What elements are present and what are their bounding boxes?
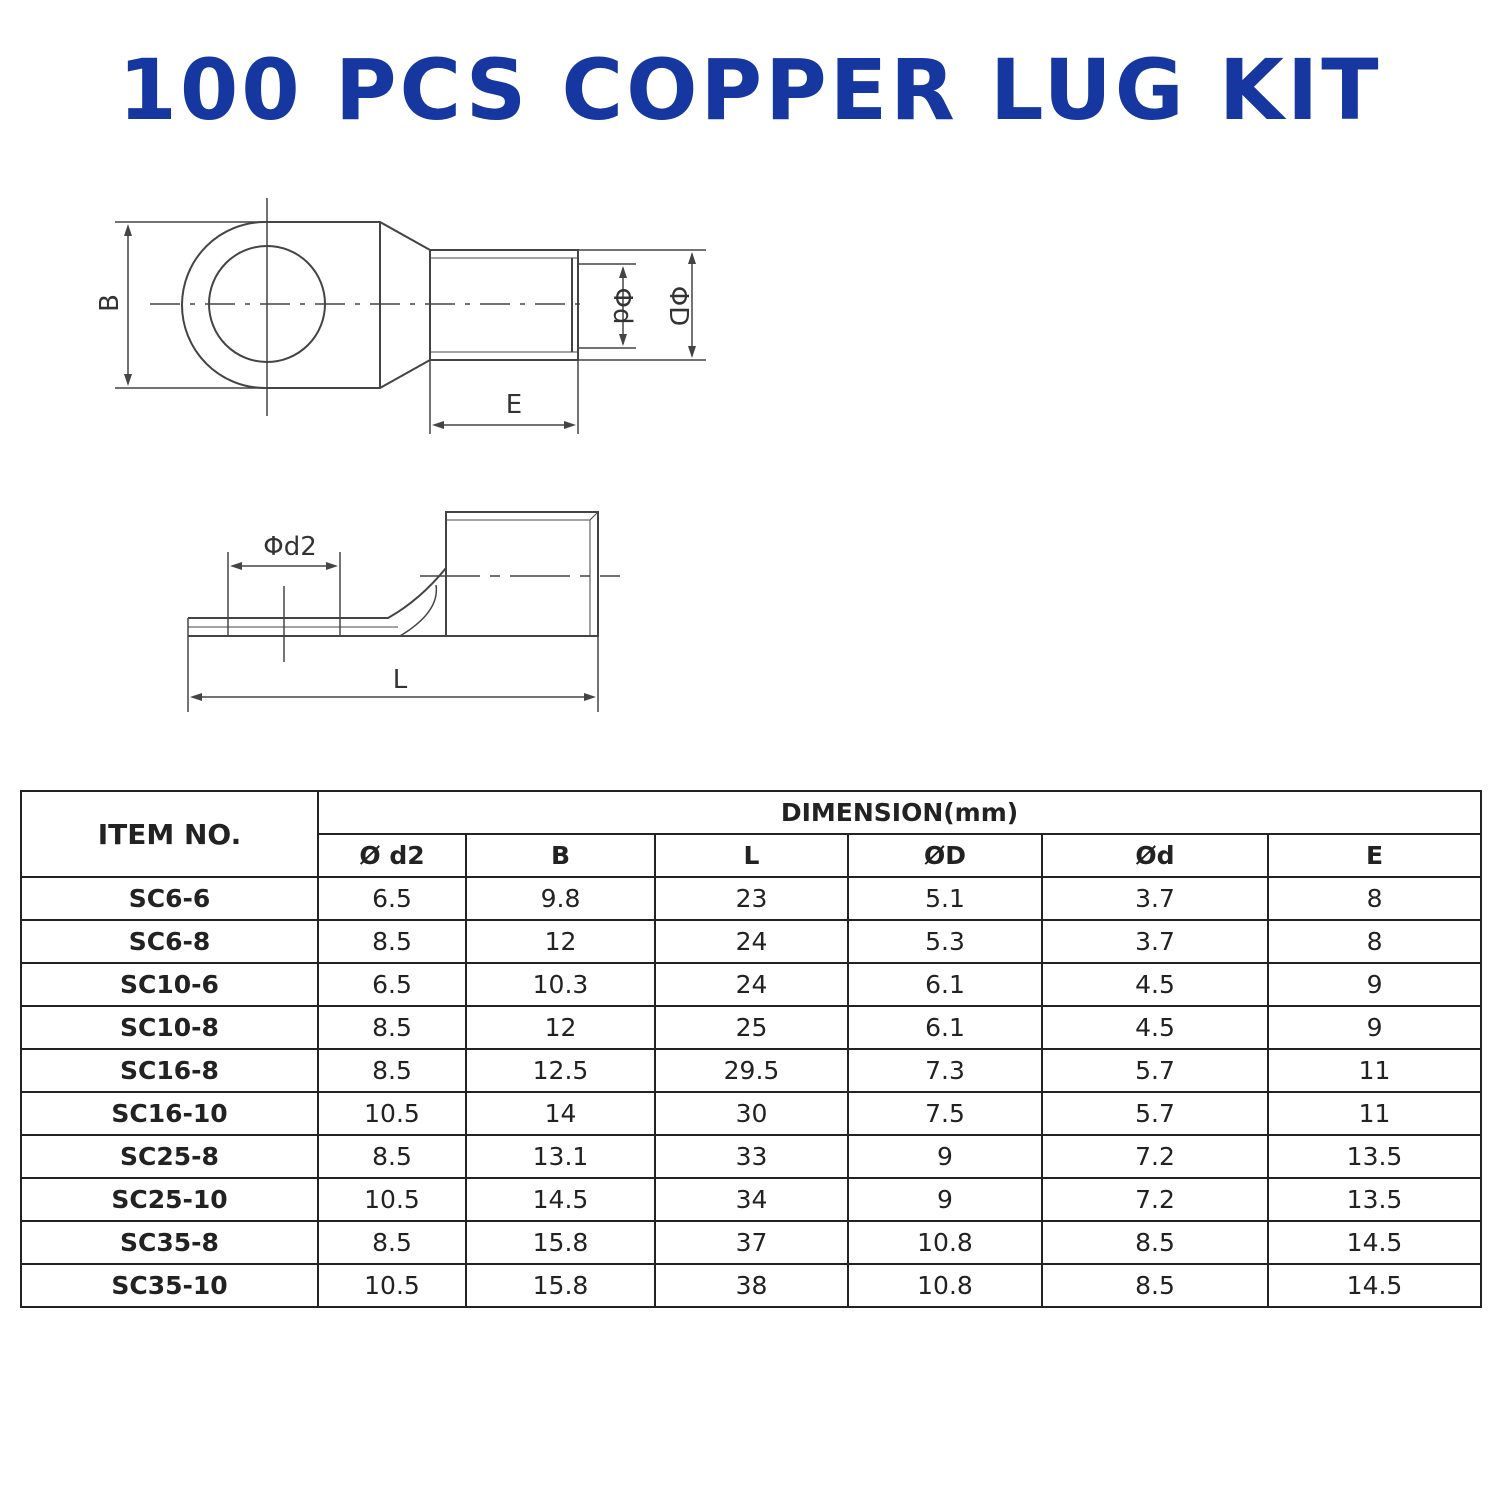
dimension-table	[20, 790, 1482, 1308]
dimension-cell: 8.5	[318, 1221, 466, 1264]
dimension-cell: 5.7	[1042, 1092, 1268, 1135]
column-header: E	[1268, 834, 1481, 877]
item-no-cell: SC6-6	[21, 877, 318, 920]
item-no-cell: SC6-8	[21, 920, 318, 963]
dimension-cell: 10.5	[318, 1092, 466, 1135]
dimension-cell: 14.5	[466, 1178, 655, 1221]
dimension-cell: 8.5	[1042, 1221, 1268, 1264]
dimension-cell: 29.5	[655, 1049, 848, 1092]
label-phi-D: ΦD	[663, 285, 693, 327]
item-no-cell: SC25-8	[21, 1135, 318, 1178]
dimension-cell: 30	[655, 1092, 848, 1135]
item-no-cell: SC35-8	[21, 1221, 318, 1264]
dimension-cell: 13.1	[466, 1135, 655, 1178]
item-no-cell: SC16-10	[21, 1092, 318, 1135]
table-body	[21, 877, 1481, 1307]
dimension-cell: 6.1	[848, 963, 1042, 1006]
dimension-cell: 7.2	[1042, 1178, 1268, 1221]
dimension-cell: 14.5	[1268, 1221, 1481, 1264]
item-no-cell: SC10-6	[21, 963, 318, 1006]
column-header: ØD	[848, 834, 1042, 877]
dimension-cell: 5.7	[1042, 1049, 1268, 1092]
table-row	[21, 1178, 1481, 1221]
dimension-cell: 3.7	[1042, 920, 1268, 963]
dimension-cell: 10.3	[466, 963, 655, 1006]
dimension-cell: 38	[655, 1264, 848, 1307]
dimension-cell: 14.5	[1268, 1264, 1481, 1307]
dimension-cell: 25	[655, 1006, 848, 1049]
dimension-cell: 8.5	[318, 1049, 466, 1092]
item-no-cell: SC16-8	[21, 1049, 318, 1092]
dimension-group-header: DIMENSION(mm)	[318, 791, 1481, 834]
dimension-cell: 10.5	[318, 1264, 466, 1307]
dimension-cell: 7.2	[1042, 1135, 1268, 1178]
dimension-cell: 9.8	[466, 877, 655, 920]
table-row	[21, 1092, 1481, 1135]
table-row	[21, 1221, 1481, 1264]
dimension-cell: 12.5	[466, 1049, 655, 1092]
dimension-cell: 6.5	[318, 963, 466, 1006]
dimension-cell: 12	[466, 920, 655, 963]
dimension-cell: 14	[466, 1092, 655, 1135]
item-no-cell: SC25-10	[21, 1178, 318, 1221]
table-row	[21, 920, 1481, 963]
dimension-cell: 15.8	[466, 1221, 655, 1264]
dimension-cell: 13.5	[1268, 1135, 1481, 1178]
dimension-cell: 8.5	[318, 920, 466, 963]
dimension-cell: 8.5	[1042, 1264, 1268, 1307]
label-L: L	[392, 665, 408, 695]
dimension-cell: 9	[1268, 963, 1481, 1006]
dimension-cell: 7.5	[848, 1092, 1042, 1135]
table-row	[21, 1006, 1481, 1049]
label-phi-d: Φd	[607, 287, 637, 325]
dimension-cell: 5.3	[848, 920, 1042, 963]
dimension-cell: 8	[1268, 920, 1481, 963]
dimension-cell: 34	[655, 1178, 848, 1221]
dimension-cell: 11	[1268, 1049, 1481, 1092]
dimension-cell: 24	[655, 963, 848, 1006]
dimension-cell: 15.8	[466, 1264, 655, 1307]
table-row	[21, 963, 1481, 1006]
dimension-cell: 10.8	[848, 1264, 1042, 1307]
dimension-cell: 9	[848, 1178, 1042, 1221]
dimension-cell: 37	[655, 1221, 848, 1264]
column-header: L	[655, 834, 848, 877]
item-no-cell: SC35-10	[21, 1264, 318, 1307]
dimension-cell: 24	[655, 920, 848, 963]
dimension-cell: 5.1	[848, 877, 1042, 920]
dimension-cell: 10.8	[848, 1221, 1042, 1264]
dimension-cell: 7.3	[848, 1049, 1042, 1092]
dimension-cell: 9	[1268, 1006, 1481, 1049]
dimension-cell: 11	[1268, 1092, 1481, 1135]
dimension-cell: 3.7	[1042, 877, 1268, 920]
table-header-row	[21, 791, 1481, 834]
dimension-cell: 10.5	[318, 1178, 466, 1221]
dimension-cell: 6.1	[848, 1006, 1042, 1049]
table-row	[21, 1264, 1481, 1307]
dimension-cell: 33	[655, 1135, 848, 1178]
dimension-cell: 12	[466, 1006, 655, 1049]
item-no-cell: SC10-8	[21, 1006, 318, 1049]
dimension-cell: 23	[655, 877, 848, 920]
label-E: E	[505, 390, 523, 420]
page-title: 100 PCS COPPER LUG KIT	[118, 41, 1382, 139]
dimension-cell: 4.5	[1042, 1006, 1268, 1049]
table-row	[21, 1135, 1481, 1178]
column-header: Ø d2	[318, 834, 466, 877]
dimension-cell: 6.5	[318, 877, 466, 920]
label-B: B	[95, 294, 125, 312]
item-no-header: ITEM NO.	[21, 791, 318, 877]
table-row	[21, 1049, 1481, 1092]
column-header: Ød	[1042, 834, 1268, 877]
table-row	[21, 877, 1481, 920]
dimension-cell: 13.5	[1268, 1178, 1481, 1221]
dimension-cell: 9	[848, 1135, 1042, 1178]
dimension-cell: 8.5	[318, 1135, 466, 1178]
column-header: B	[466, 834, 655, 877]
dimension-cell: 8	[1268, 877, 1481, 920]
lug-technical-drawing	[0, 170, 760, 740]
dimension-cell: 4.5	[1042, 963, 1268, 1006]
label-phi-d2: Φd2	[263, 532, 317, 562]
dimension-cell: 8.5	[318, 1006, 466, 1049]
